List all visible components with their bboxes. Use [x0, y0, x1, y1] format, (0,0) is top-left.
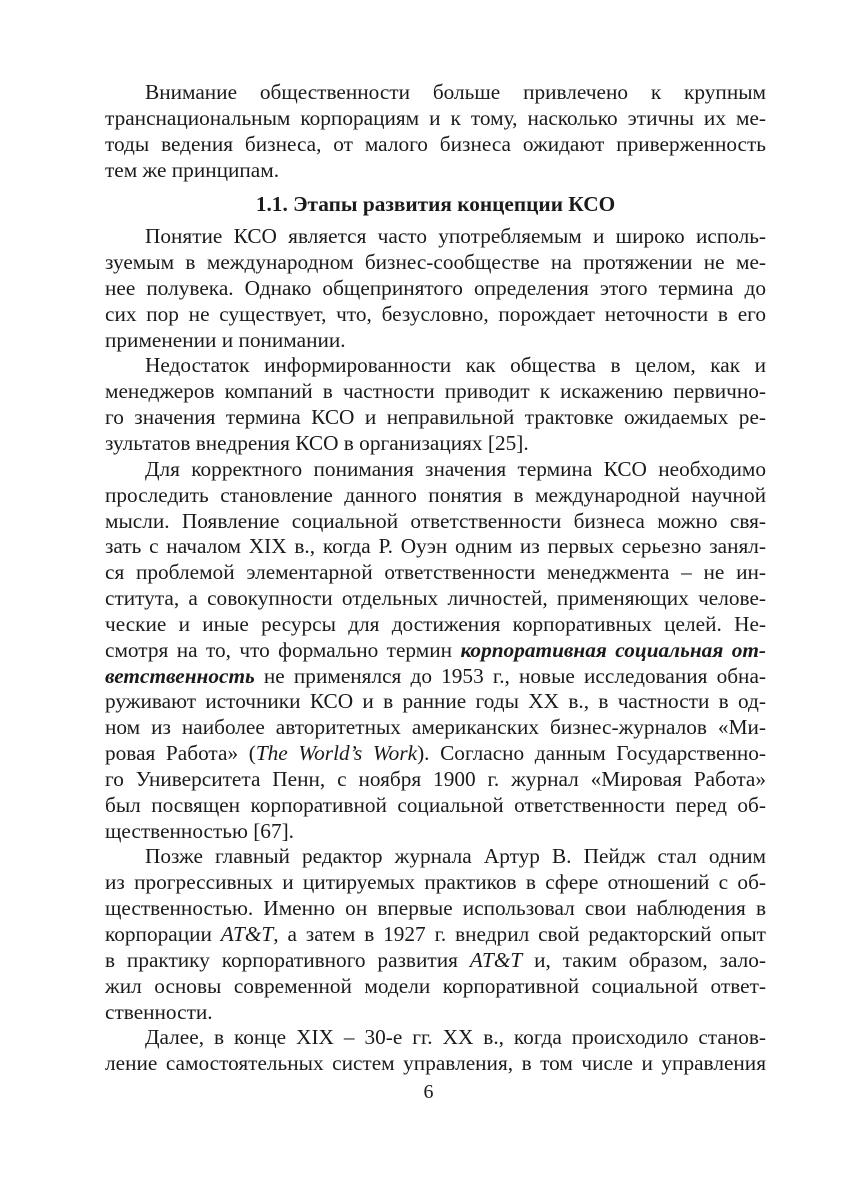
text-line	[105, 431, 766, 457]
text-run: проследить становление данного понятия в международной научной	[105, 482, 766, 507]
text-run: ся проблемой элементарной ответственности менеджмента – не ин-	[105, 560, 766, 585]
text-line	[105, 80, 766, 106]
text-line	[105, 483, 766, 509]
text-line	[105, 715, 766, 741]
text-run: тоды ведения бизнеса, от малого бизнеса ожидают приверженность	[105, 131, 766, 156]
text-line	[105, 224, 766, 250]
text-run: Позже главный редактор журнала Артур В. Пейдж стал одним	[145, 844, 766, 869]
text-run: зультатов внедрения КСО в организациях [25].	[105, 430, 529, 455]
page-number: 6	[423, 1081, 434, 1103]
text-run: руживают источники КСО и в ранние годы XX в., в частности в од-	[105, 689, 766, 714]
text-line	[105, 612, 766, 638]
text-run: го значения термина КСО и неправильной трактовке ожидаемых ре-	[105, 405, 766, 430]
text-line	[105, 158, 766, 184]
text-run: применении и понимании.	[105, 327, 346, 352]
section-heading: 1.1. Этапы развития концепции КСО	[255, 192, 616, 217]
text-line	[105, 250, 766, 276]
paragraph	[105, 353, 766, 456]
text-line	[105, 896, 766, 922]
text-line	[105, 132, 766, 158]
text-run: ровая Работа» (	[105, 741, 256, 766]
text-line	[105, 664, 766, 690]
text-run: ственности.	[105, 999, 213, 1024]
text-run: , а затем в 1927 г. внедрил свой редакторский опыт	[273, 922, 766, 946]
text-run: Понятие КСО является часто употребляемым и широко исполь-	[145, 224, 766, 249]
text-run: жил основы современной модели корпоративной социальной ответ-	[105, 973, 766, 998]
text-line	[105, 276, 766, 302]
text-run: сих пор не существует, что, безусловно, порождает неточности в его	[105, 301, 766, 326]
text-line	[105, 457, 766, 483]
text-run: ление самостоятельных систем управления, в том числе и управления	[105, 1051, 766, 1076]
text-run: ческие и иные ресурсы для достижения корпоративных целей. Не-	[105, 611, 766, 636]
text-run: Для корректного понимания значения термина КСО необходимо	[145, 456, 766, 481]
text-run: нее полувека. Однако общепринятого определения этого термина до	[105, 275, 766, 300]
text-run: смотря на то, что формально термин	[105, 637, 461, 662]
text-run: не применялся до 1953 г., новые исследования обна-	[254, 663, 766, 688]
paragraph-intro	[105, 80, 766, 183]
text-line	[105, 509, 766, 535]
text-line	[105, 560, 766, 586]
text-line	[105, 1000, 766, 1026]
text-line	[105, 870, 766, 896]
text-run: Далее, в конце XIX – 30-е гг. XX в., когда происходило станов-	[145, 1025, 766, 1050]
text-line	[105, 638, 766, 664]
text-run: Внимание общественности больше привлечено к крупным	[145, 80, 766, 104]
text-run: в практику корпоративного развития	[105, 947, 470, 972]
paragraph	[105, 224, 766, 353]
text-line	[105, 844, 766, 870]
text-line	[105, 328, 766, 354]
text-run: ститута, а совокупности отдельных личностей, применяющих челове-	[105, 586, 766, 611]
text-line	[105, 1025, 766, 1051]
emphasized-text: корпоративная социальная от-	[460, 637, 766, 662]
body-text	[105, 224, 766, 1077]
text-line	[105, 534, 766, 560]
text-line	[105, 379, 766, 405]
emphasized-text: ветственность	[105, 663, 255, 688]
emphasized-text: AT&T	[220, 922, 274, 946]
text-line	[105, 106, 766, 132]
text-run: из прогрессивных и цитируемых практиков в сфере отношений с об-	[105, 870, 766, 895]
paragraph	[105, 1025, 766, 1077]
text-run: транснациональным корпорациям и к тому, насколько этичны их ме-	[105, 105, 766, 130]
emphasized-text: The World’s Work	[255, 741, 418, 766]
text-line	[105, 586, 766, 612]
text-line	[105, 302, 766, 328]
text-run: менеджеров компаний в частности приводит к искажению первично-	[105, 379, 766, 404]
text-run: ном из наиболее авторитетных американских бизнес-журналов «Ми-	[105, 715, 766, 740]
text-run: зуемым в международном бизнес-сообществе на протяжении не ме-	[105, 250, 766, 275]
text-run: мысли. Появление социальной ответственности бизнеса можно свя-	[105, 508, 766, 533]
text-run: тем же принципам.	[105, 157, 280, 182]
text-line	[105, 793, 766, 819]
text-line	[105, 689, 766, 715]
text-run: щественностью. Именно он впервые использовал свои наблюдения в	[105, 896, 766, 921]
text-line	[105, 741, 766, 767]
text-run: зать с началом XIX в., когда Р. Оуэн одним из первых серьезно занял-	[105, 534, 766, 559]
document-page	[105, 80, 766, 1077]
text-run: ). Согласно данным Государственно-	[417, 741, 766, 766]
emphasized-text: AT&T	[469, 947, 523, 972]
text-run: го Университета Пенн, с ноября 1900 г. журнал «Мировая Работа»	[105, 766, 766, 791]
paragraph	[105, 844, 766, 1025]
text-run: Недостаток информированности как общества в целом, как и	[145, 353, 766, 378]
text-run: щественностью [67].	[105, 818, 295, 843]
text-line	[105, 922, 766, 948]
text-run: корпорации	[105, 922, 221, 946]
text-line	[105, 353, 766, 379]
text-line	[105, 1051, 766, 1077]
paragraph	[105, 457, 766, 845]
text-line	[105, 767, 766, 793]
paragraph	[105, 80, 766, 183]
text-line	[105, 974, 766, 1000]
text-line	[105, 948, 766, 974]
text-line	[105, 819, 766, 845]
text-line	[105, 405, 766, 431]
text-run: был посвящен корпоративной социальной ответственности перед об-	[105, 792, 766, 817]
text-run: и, таким образом, зало-	[522, 947, 766, 972]
